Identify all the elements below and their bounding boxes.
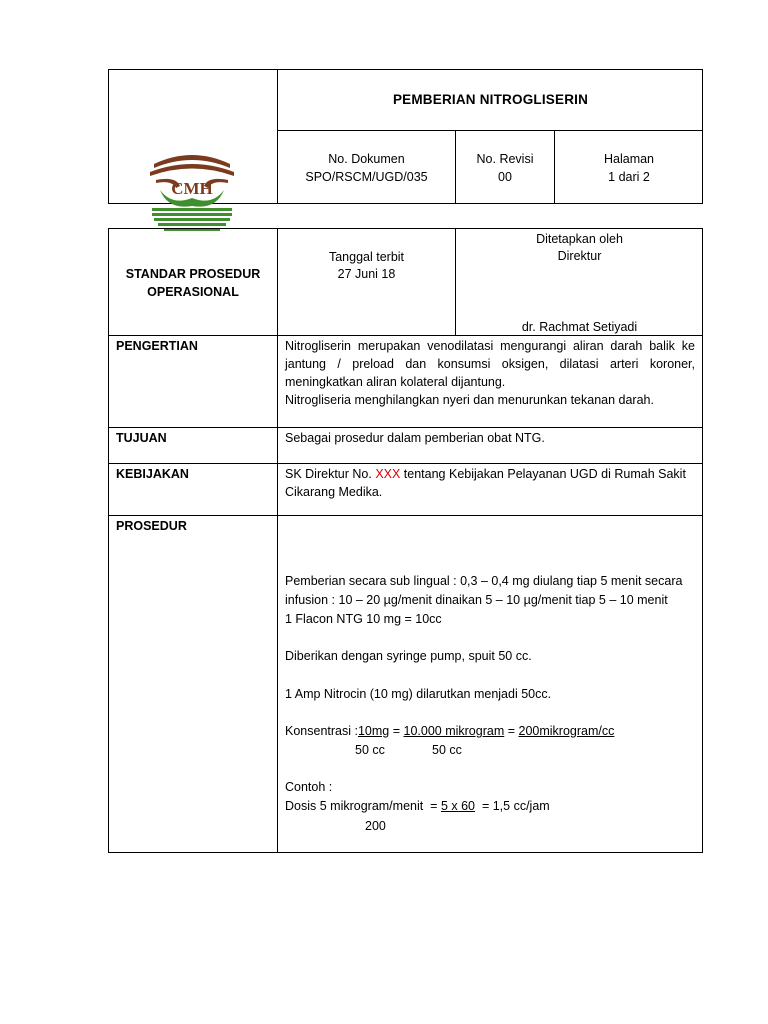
page-value: 1 dari 2 — [608, 170, 650, 184]
pengertian-text — [285, 337, 695, 409]
kebijakan-label: KEBIJAKAN — [116, 467, 189, 481]
logo-lettering: CMH — [171, 179, 213, 198]
row-divider-3 — [108, 463, 703, 464]
prosedur-line-syringe: Diberikan dengan syringe pump, spuit 50 cc. — [285, 649, 532, 663]
konsentrasi-label: Konsentrasi : — [285, 724, 358, 738]
pengertian-paragraph-2: Nitrogliseria menghilangkan nyeri dan menurunkan tekanan darah. — [285, 393, 654, 407]
konsentrasi-numerator-1: 10mg — [357, 724, 390, 738]
label-column-divider — [277, 228, 278, 853]
pengertian-paragraph-1: Nitrogliserin merupakan venodilatasi mengurangi aliran darah balik ke jantung / preload dan konsumsi oksigen, dilatasi arteri koroner, meningkatkan aliran kolateral dijantung. — [285, 339, 695, 389]
approved-by-role: Direktur — [557, 249, 602, 263]
dosis-numerator: 5 x 60 — [440, 799, 476, 813]
prosedur-label: PROSEDUR — [116, 519, 187, 533]
approved-by-label: Ditetapkan oleh — [536, 232, 623, 246]
dosis-formula — [285, 797, 550, 815]
sop-label-line1: STANDAR PROSEDUR — [125, 267, 261, 281]
dosis-result: = 1,5 cc/jam — [475, 799, 550, 813]
prosedur-line-flacon: 1 Flacon NTG 10 mg = 10cc — [285, 612, 442, 626]
director-name: dr. Rachmat Setiyadi — [521, 320, 638, 334]
revision-label: No. Revisi — [476, 152, 534, 166]
kebijakan-prefix: SK Direktur No. — [285, 467, 376, 481]
konsentrasi-equals-1: = — [389, 724, 404, 738]
prosedur-line-sublingual: Pemberian secara sub lingual : 0,3 – 0,4 mg diulang tiap 5 menit secara — [285, 574, 683, 588]
sk-number-placeholder: XXX — [375, 467, 401, 481]
prosedur-line-ampul: 1 Amp Nitrocin (10 mg) dilarutkan menjadi 50cc. — [285, 687, 552, 701]
prosedur-line-infusion: infusion : 10 – 20 µg/menit dinaikan 5 – 10 µg/menit tiap 5 – 10 menit — [285, 593, 668, 607]
konsentrasi-numerator-2: 10.000 mikrogram — [403, 724, 505, 738]
contoh-label: Contoh : — [285, 780, 333, 794]
row-divider-2 — [108, 427, 703, 428]
sop-label-line2: OPERASIONAL — [147, 285, 239, 299]
doc-number-label: No. Dokumen — [328, 152, 405, 166]
konsentrasi-denominator-2: 50 cc — [432, 743, 462, 757]
konsentrasi-denominator-1: 50 cc — [355, 743, 385, 757]
hospital-logo — [146, 150, 238, 234]
tujuan-label: TUJUAN — [116, 431, 167, 445]
revision-value: 00 — [498, 170, 512, 184]
page-label: Halaman — [603, 152, 655, 166]
tujuan-text: Sebagai prosedur dalam pemberian obat NTG. — [285, 431, 545, 445]
doc-number-value: SPO/RSCM/UGD/035 — [305, 170, 428, 184]
row-divider-4 — [108, 515, 703, 516]
kebijakan-text — [285, 465, 695, 501]
header-title-divider — [277, 130, 703, 131]
document-title: PEMBERIAN NITROGLISERIN — [392, 92, 589, 107]
pengertian-label: PENGERTIAN — [116, 339, 198, 353]
konsentrasi-result: 200mikrogram/cc — [518, 724, 615, 738]
kebijakan-suffix: tentang Kebijakan Pelayanan UGD di Rumah Sakit Cikarang Medika. — [285, 467, 686, 499]
issue-date-value: 27 Juni 18 — [337, 267, 396, 281]
dosis-denominator: 200 — [365, 819, 386, 833]
issue-date-label: Tanggal terbit — [328, 250, 405, 264]
dosis-label: Dosis 5 mikrogram/menit = — [285, 799, 441, 813]
konsentrasi-equals-2: = — [504, 724, 519, 738]
konsentrasi-formula — [285, 722, 614, 740]
